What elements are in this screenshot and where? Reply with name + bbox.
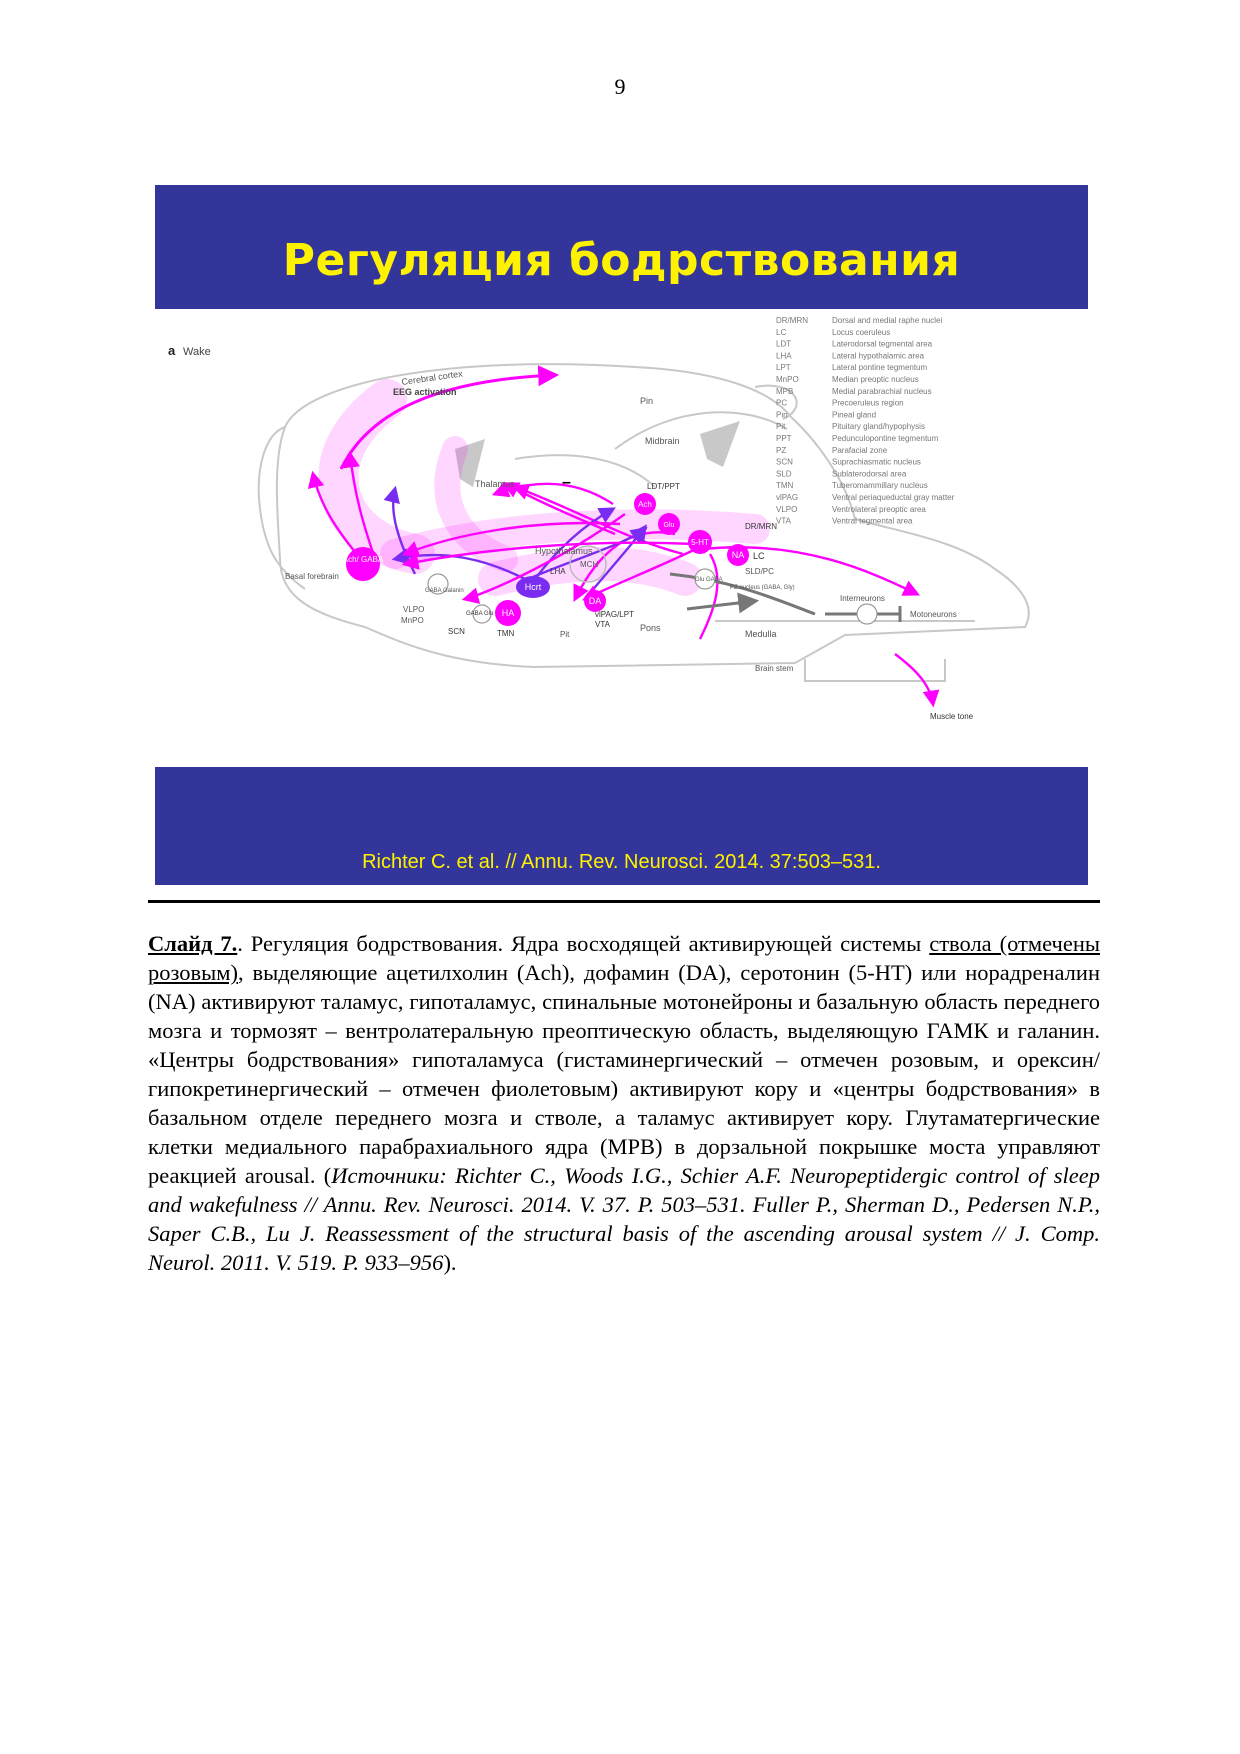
legend-abbr: LHA [776, 351, 792, 361]
ventricle-shape [700, 421, 740, 467]
legend-name: Sublaterodorsal area [832, 469, 907, 479]
legend-abbr: PC [776, 398, 788, 408]
svg-text:vlPAG/LPT: vlPAG/LPT [595, 610, 634, 619]
legend-abbr: VLPO [776, 504, 798, 514]
legend-abbr: PPT [776, 434, 792, 443]
caption-text: . Регуляция бодрствования. Ядра восходящей активирующей системы [237, 931, 930, 956]
legend-name: Precoeruleus region [832, 398, 904, 408]
svg-text:Motoneurons: Motoneurons [910, 610, 957, 619]
legend-name: Pedunculopontine tegmentum [832, 434, 939, 443]
legend-name: Ventrolateral preoptic area [832, 504, 926, 514]
svg-text:Muscle tone: Muscle tone [930, 712, 974, 721]
svg-text:Ach/ GABA: Ach/ GABA [342, 555, 384, 564]
svg-text:Basal forebrain: Basal forebrain [285, 572, 339, 581]
legend-name: Ventral tegmental area [832, 516, 913, 526]
svg-text:MnPO: MnPO [401, 616, 424, 625]
svg-text:MCH: MCH [580, 560, 599, 569]
slide-citation: Richter C. et al. // Annu. Rev. Neurosci. 2014. 37:503–531. [362, 851, 881, 873]
svg-text:Glu GABA: Glu GABA [695, 577, 723, 583]
svg-text:5-HT: 5-HT [691, 538, 709, 547]
svg-text:Cerebral cortex: Cerebral cortex [400, 368, 464, 387]
svg-text:NA: NA [731, 550, 745, 560]
caption-label: Слайд 7. [148, 931, 238, 956]
svg-text:LDT/PPT: LDT/PPT [647, 482, 680, 491]
nucleus-ha [495, 600, 521, 626]
slide-footer [155, 767, 1088, 885]
svg-text:LHA: LHA [550, 567, 566, 576]
svg-text:Pin: Pin [640, 396, 654, 406]
legend-abbr: DR/MRN [776, 316, 808, 325]
legend-name: Pineal gland [832, 410, 877, 420]
svg-text:DA: DA [588, 596, 602, 606]
caption-sources-label: Источники: [331, 1163, 447, 1188]
legend-abbr: SCN [776, 457, 793, 467]
svg-text:VLPO: VLPO [403, 605, 425, 614]
brain-diagram [155, 309, 1088, 767]
legend-name: Median preoptic nucleus [832, 375, 919, 384]
svg-text:Thalamus: Thalamus [475, 479, 515, 489]
svg-text:GABA Galanin: GABA Galanin [425, 588, 464, 594]
legend-abbr: TMN [776, 481, 794, 491]
legend-name: Locus coeruleus [832, 327, 891, 337]
legend-abbr: Pit [776, 422, 786, 432]
legend-abbr: SLD [776, 469, 792, 479]
legend-abbr: Pin [776, 410, 788, 420]
svg-text:Glu: Glu [663, 522, 675, 529]
nucleus-glu [658, 513, 680, 535]
svg-text:GABA Glu: GABA Glu [466, 611, 494, 617]
caption-text: ). [443, 1250, 457, 1275]
svg-text:Brain stem: Brain stem [755, 664, 794, 673]
legend-abbr: MnPO [776, 375, 799, 384]
legend-abbr: vlPAG [776, 493, 799, 502]
abbreviation-legend [776, 316, 955, 526]
legend-abbr: PZ [776, 445, 787, 455]
svg-text:SCN: SCN [448, 627, 465, 636]
legend-name: Tuberomammillary nucleus [832, 481, 928, 491]
legend-abbr: LDT [776, 339, 792, 349]
svg-text:PZ nucleus (GABA, Gly): PZ nucleus (GABA, Gly) [730, 585, 795, 591]
nucleus-na [727, 544, 749, 566]
svg-text:Medulla: Medulla [745, 629, 777, 639]
legend-name: Lateral pontine tegmentum [832, 363, 928, 373]
slide-title: Регуляция бодрствования [282, 235, 961, 286]
legend-abbr: LC [776, 327, 787, 337]
svg-text:Midbrain: Midbrain [645, 436, 680, 446]
legend-name: Lateral hypothalamic area [832, 351, 925, 361]
caption-underlined: ствола (отмечены розовым) [148, 931, 1100, 985]
legend-name: Suprachiasmatic nucleus [832, 457, 921, 467]
legend-name: Pituitary gland/hypophysis [832, 422, 925, 432]
legend-abbr: VTA [776, 516, 791, 526]
legend-abbr: MPB [776, 386, 794, 396]
divider-rule [148, 900, 1100, 903]
slide-header [155, 185, 1088, 309]
legend-abbr: LPT [776, 363, 791, 373]
svg-text:TMN: TMN [497, 629, 515, 638]
svg-text:Pit: Pit [560, 630, 570, 639]
nucleus-5ht [688, 530, 712, 554]
nucleus-ach [634, 493, 656, 515]
svg-text:Hypothalamus: Hypothalamus [535, 546, 593, 556]
svg-text:Ach: Ach [638, 500, 652, 509]
svg-text:SLD/PC: SLD/PC [745, 567, 774, 576]
legend-name: Dorsal and medial raphe nuclei [832, 316, 943, 325]
caption-text: , выделяющие ацетилхолин (Ach), дофамин (DA), серотонин (5-HT) или норадреналин (NA) активируют таламус, гипоталамус, спинальные мотонейроны и базальную область переднего мозга и тормозят – вентролатеральную преоптическую область, выделяющую ГАМК и галанин. «Центры бодрствования» гипоталамуса (гистаминергический – отмечен розовым, и орексин/гипокретинергический – отмечен фиолетовым) активируют кору и «центры бодрствования» в базальном отделе переднего мозга и стволе, а таламус активирует кору. Глутаматергические клетки медиального парабрахиального ядра (MPB) в дорзальной покрышке моста управляют реакцией arousal. ( [148, 960, 1100, 1188]
panel-title: Wake [183, 346, 211, 358]
panel-letter: a [168, 343, 176, 358]
legend-name: Parafacial zone [832, 445, 888, 455]
page-number: 9 [614, 74, 626, 99]
svg-text:Pons: Pons [640, 623, 661, 633]
legend-name: Medial parabrachial nucleus [832, 386, 932, 396]
svg-text:DR/MRN: DR/MRN [745, 522, 777, 531]
caption-paragraph [148, 929, 1100, 1277]
nucleus-hcrt [516, 576, 550, 598]
legend-name: Laterodorsal tegmental area [832, 339, 933, 349]
svg-text:LC: LC [753, 551, 765, 561]
svg-text:Hcrt: Hcrt [524, 582, 542, 592]
caption-sources: Richter C., Woods I.G., Schier A.F. Neuropeptidergic control of sleep and wakefulness // Annu. Rev. Neurosci. 2014. V. 37. P. 503–531. Fuller P., Sherman D., Pedersen N.P., Saper C.B., Lu J. Reassessment of the structural basis of the ascending arousal system // J. Comp. Neurol. 2011. V. 519. P. 933–956 [148, 1163, 1100, 1275]
svg-text:–: – [562, 474, 571, 491]
nucleus-da [584, 590, 606, 612]
legend-name: Ventral periaqueductal gray matter [832, 493, 955, 502]
svg-text:Interneurons: Interneurons [840, 594, 885, 603]
svg-text:EEG activation: EEG activation [393, 387, 457, 397]
svg-text:HA: HA [501, 608, 515, 618]
svg-text:VTA: VTA [595, 620, 610, 629]
